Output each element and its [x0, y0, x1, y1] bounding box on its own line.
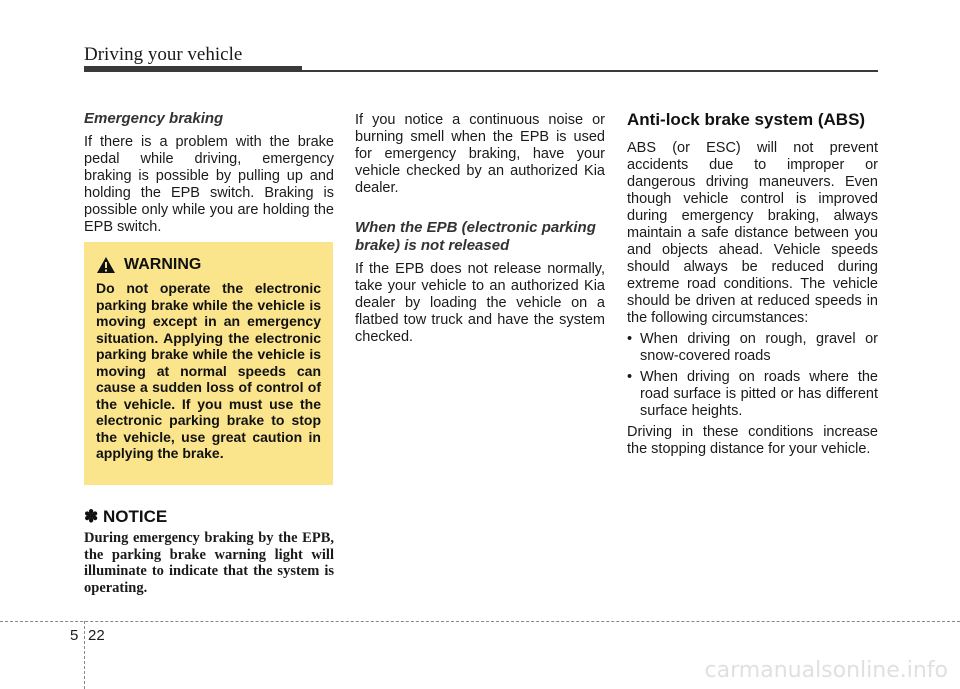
- warning-triangle-icon: [96, 256, 116, 274]
- list-item: • When driving on rough, gravel or snow-covered roads: [627, 331, 878, 365]
- page-number: 22: [88, 627, 105, 644]
- column-1: [84, 110, 334, 236]
- abs-intro-text: ABS (or ESC) will not prevent accidents due to improper or dangerous driving maneuvers. Even though vehicle control is improved during emergency braking, always maintain a safe distance between you and objects ahead. Vehicle speeds should always be reduced during extreme road conditions. The vehicle should be driven at reduced speeds in the following circumstances:: [627, 140, 878, 326]
- warning-box: [84, 242, 333, 485]
- emergency-braking-subhead: Emergency braking: [84, 110, 224, 127]
- notice-title: ✽ NOTICE: [84, 507, 168, 526]
- header-rule-thick: [84, 66, 302, 72]
- abs-section-title: Anti-lock brake system (ABS): [627, 110, 866, 129]
- notice-text: During emergency braking by the EPB, the parking brake warning light will illuminate to indicate that the system is operating.: [84, 530, 334, 596]
- warning-text: Do not operate the electronic parking brake while the vehicle is moving except in an emergency situation. Applying the electronic parking brake while the vehicle is moving at normal speeds can cause a sudden loss of control of the vehicle. If you must use the electronic parking brake to stop the vehicle, use great caution in applying the brake.: [96, 280, 321, 461]
- list-item: • When driving on roads where the road surface is pitted or has different surface heights.: [627, 369, 878, 420]
- noise-smell-text: If you notice a continuous noise or burning smell when the EPB is used for emergency braking, have your vehicle checked by an authorized Kia dealer.: [355, 112, 605, 196]
- column-3: [627, 110, 878, 458]
- column-2: [355, 112, 605, 346]
- chapter-number: 5: [70, 627, 79, 644]
- abs-circumstances-list: [627, 331, 878, 420]
- watermark-text: carmanualsonline.info: [704, 658, 948, 683]
- footer-rule: [0, 621, 960, 622]
- epb-not-released-subhead: When the EPB (electronic parking brake) is not released: [355, 219, 596, 254]
- abs-closing-text: Driving in these conditions increase the stopping distance for your vehicle.: [627, 424, 878, 457]
- epb-not-released-text: If the EPB does not release normally, take your vehicle to an authorized Kia dealer by loading the vehicle on a flatbed tow truck and have the system checked.: [355, 261, 605, 345]
- emergency-braking-text: If there is a problem with the brake pedal while driving, emergency braking is possible by pulling up and holding the EPB switch. Braking is possible only while you are holding the EPB switch.: [84, 134, 334, 235]
- warning-label: WARNING: [124, 256, 202, 273]
- header-rule-thin: [300, 70, 878, 72]
- page-header-title: Driving your vehicle: [84, 44, 243, 65]
- footer-vertical-rule: [84, 621, 85, 689]
- warning-header: [96, 256, 321, 274]
